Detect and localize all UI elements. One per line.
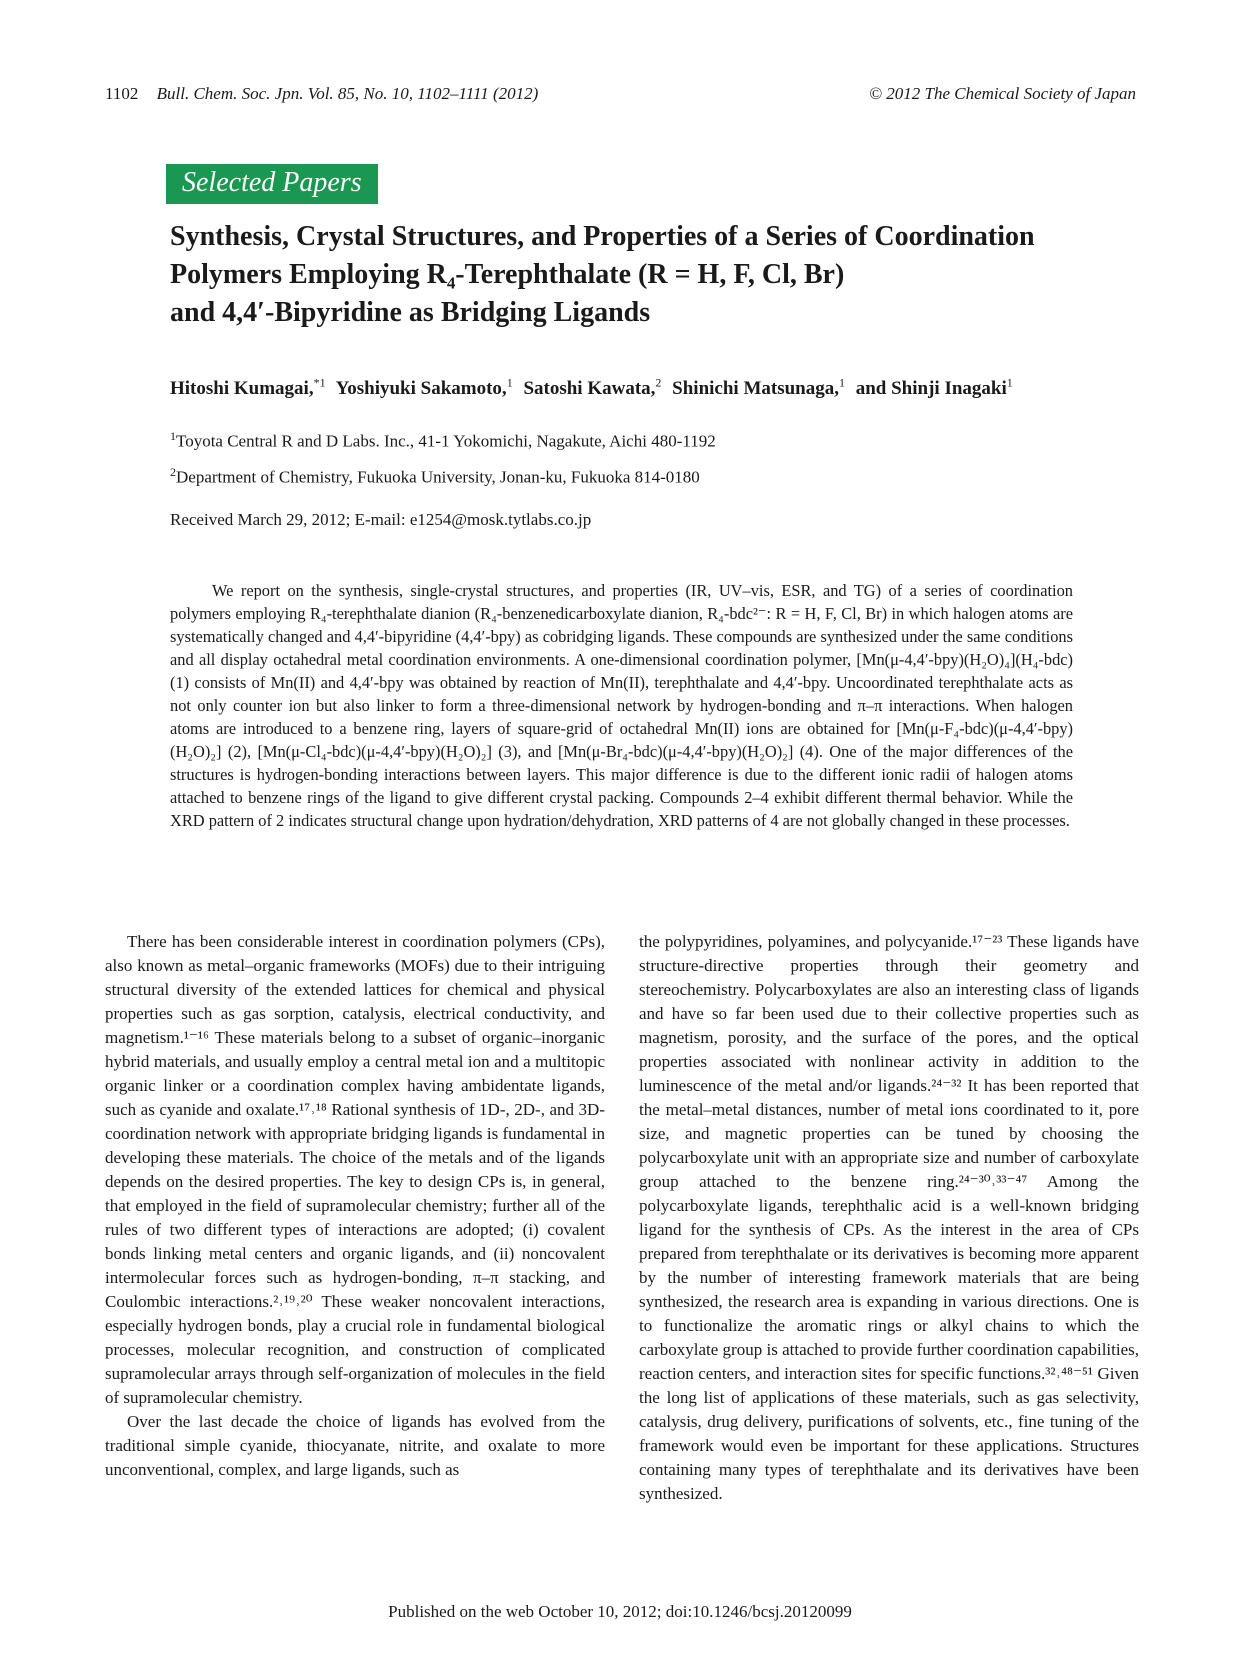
author	[170, 378, 326, 399]
author	[523, 378, 661, 399]
affiliation-text: Department of Chemistry, Fukuoka University, Jonan-ku, Fukuoka 814-0180	[176, 467, 700, 487]
author-affiliation-mark: 1	[506, 376, 513, 390]
author-affiliation-mark: 1	[1006, 376, 1013, 390]
page-number: 1102	[105, 84, 139, 103]
header-left	[105, 84, 538, 104]
title-line: Synthesis, Crystal Structures, and Properties of a Series of Coordination	[170, 221, 1035, 252]
author	[336, 378, 513, 399]
abstract: We report on the synthesis, single-crystal structures, and properties (IR, UV–vis, ESR, and TG) of a series of coordination polymers employing R₄-terephthalate dianion (R₄-benzenedicarboxylate dianion, R₄-bdc²⁻: R = H, F, Cl, Br) in which halogen atoms are systematically changed and 4,4′-bipyridine (4,4′-bpy) as cobridging ligands. These compounds are synthesized under the same conditions and all display octahedral metal coordination environments. A one-dimensional coordination polymer, [Mn(μ-4,4′-bpy)(H₂O)₄](H₄-bdc) (1) consists of Mn(II) and 4,4′-bpy was obtained by reaction of Mn(II), terephthalate and 4,4′-bpy. Uncoordinated terephthalate acts as not only counter ion but also linker to form a three-dimensional network by hydrogen-bonding and π–π interactions. When halogen atoms are introduced to a benzene ring, layers of square-grid of octahedral Mn(II) ions are obtained for [Mn(μ-F₄-bdc)(μ-4,4′-bpy)(H₂O)₂] (2), [Mn(μ-Cl₄-bdc)(μ-4,4′-bpy)(H₂O)₂] (3), and [Mn(μ-Br₄-bdc)(μ-4,4′-bpy)(H₂O)₂] (4). One of the major differences of the structures is hydrogen-bonding interactions between layers. This major difference is due to the different ionic radii of halogen atoms attached to benzene rings of the ligand to give different crystal packing. Compounds 2–4 exhibit different thermal behavior. While the XRD pattern of 2 indicates structural change upon hydration/dehydration, XRD patterns of 4 are not globally changed in these processes.	[170, 581, 1073, 830]
author-name: Shinichi Matsunaga,	[672, 378, 839, 400]
author-list	[170, 376, 1120, 400]
author-affiliation-mark: 2	[655, 376, 662, 390]
author-name: and Shinji Inagaki	[855, 378, 1007, 400]
received-and-email: Received March 29, 2012; E-mail: e1254@mosk.tytlabs.co.jp	[170, 510, 592, 529]
copyright-notice: © 2012 The Chemical Society of Japan	[869, 84, 1136, 103]
affiliation-mark: 2	[170, 465, 176, 479]
author	[856, 378, 1013, 399]
author-name: Hitoshi Kumagai,	[170, 378, 314, 400]
running-header	[105, 84, 1136, 108]
body-paragraph: Over the last decade the choice of ligands has evolved from the traditional simple cyanide, thiocyanate, nitrite, and oxalate to more unconventional, complex, and large ligands, such as	[105, 1412, 605, 1479]
author-name: Yoshiyuki Sakamoto,	[335, 378, 507, 400]
affiliation-text: Toyota Central R and D Labs. Inc., 41-1 Yokomichi, Nagakute, Aichi 480-1192	[176, 431, 716, 451]
journal-citation: Bull. Chem. Soc. Jpn. Vol. 85, No. 10, 1102–1111 (2012)	[156, 84, 539, 103]
title-line: Polymers Employing R₄-Terephthalate (R = H, F, Cl, Br)	[170, 259, 845, 290]
affiliation	[170, 465, 700, 488]
affiliation-mark: 1	[170, 429, 176, 443]
author	[672, 378, 845, 399]
affiliation	[170, 429, 716, 452]
author-affiliation-mark: *1	[313, 376, 326, 390]
author-name: Satoshi Kawata,	[523, 378, 656, 400]
title-line: and 4,4′-Bipyridine as Bridging Ligands	[170, 297, 651, 328]
body-column-right	[639, 930, 1139, 1506]
paper-title	[170, 218, 1110, 332]
section-tag: Selected Papers	[166, 164, 378, 204]
body-paragraph: the polypyridines, polyamines, and polycyanide.¹⁷⁻²³ These ligands have structure-directive properties through their geometry and stereochemistry. Polycarboxylates are also an interesting class of ligands and have so far been used due to their collective properties such as magnetism, porosity, and the surface of the pores, and the optical properties associated with nonlinear activity in addition to the luminescence of the metal and/or ligands.²⁴⁻³² It has been reported that the metal–metal distances, number of metal ions coordinated to it, pore size, and magnetic properties can be tuned by choosing the polycarboxylate unit with an appropriate size and number of carboxylate group attached to the benzene ring.²⁴⁻³⁰˒³³⁻⁴⁷ Among the polycarboxylate ligands, terephthalic acid is a well-known bridging ligand for the synthesis of CPs. As the interest in the area of CPs prepared from terephthalate or its derivatives is becoming more apparent by the number of interesting framework materials that are being synthesized, the research area is expanding in various directions. One is to functionalize the aromatic rings or alkyl chains to which the carboxylate group is attached to provide further coordination capabilities, reaction centers, and interaction sites for specific functions.³²˒⁴⁸⁻⁵¹ Given the long list of applications of these materials, such as gas selectivity, catalysis, drug delivery, purifications of solvents, etc., fine tuning of the framework would even be important for these applications. Structures containing many types of terephthalate and its derivatives have been synthesized.	[639, 932, 1139, 1503]
publication-footer: Published on the web October 10, 2012; doi:10.1246/bcsj.20120099	[388, 1602, 852, 1621]
body-paragraph: There has been considerable interest in coordination polymers (CPs), also known as metal–organic frameworks (MOFs) due to their intriguing structural diversity of the extended lattices for chemical and physical properties such as gas sorption, catalysis, electrical conductivity, and magnetism.¹⁻¹⁶ These materials belong to a subset of organic–inorganic hybrid materials, and usually employ a central metal ion and a multitopic organic linker or a coordination complex having ambidentate ligands, such as cyanide and oxalate.¹⁷˒¹⁸ Rational synthesis of 1D-, 2D-, and 3D-coordination network with appropriate bridging ligands is fundamental in developing these materials. The choice of the metals and of the ligands depends on the desired properties. The key to design CPs is, in general, that employed in the field of supramolecular chemistry; further all of the rules of two different types of interactions are adopted; (i) covalent bonds linking metal centers and organic ligands, and (ii) noncovalent intermolecular forces such as hydrogen-bonding, π–π stacking, and Coulombic interactions.²˒¹⁹˒²⁰ These weaker noncovalent interactions, especially hydrogen bonds, play a crucial role in fundamental biological processes, molecular recognition, and construction of complicated supramolecular arrays through self-organization of molecules in the field of supramolecular chemistry.	[105, 932, 605, 1407]
author-affiliation-mark: 1	[838, 376, 845, 390]
body-column-left	[105, 930, 605, 1482]
